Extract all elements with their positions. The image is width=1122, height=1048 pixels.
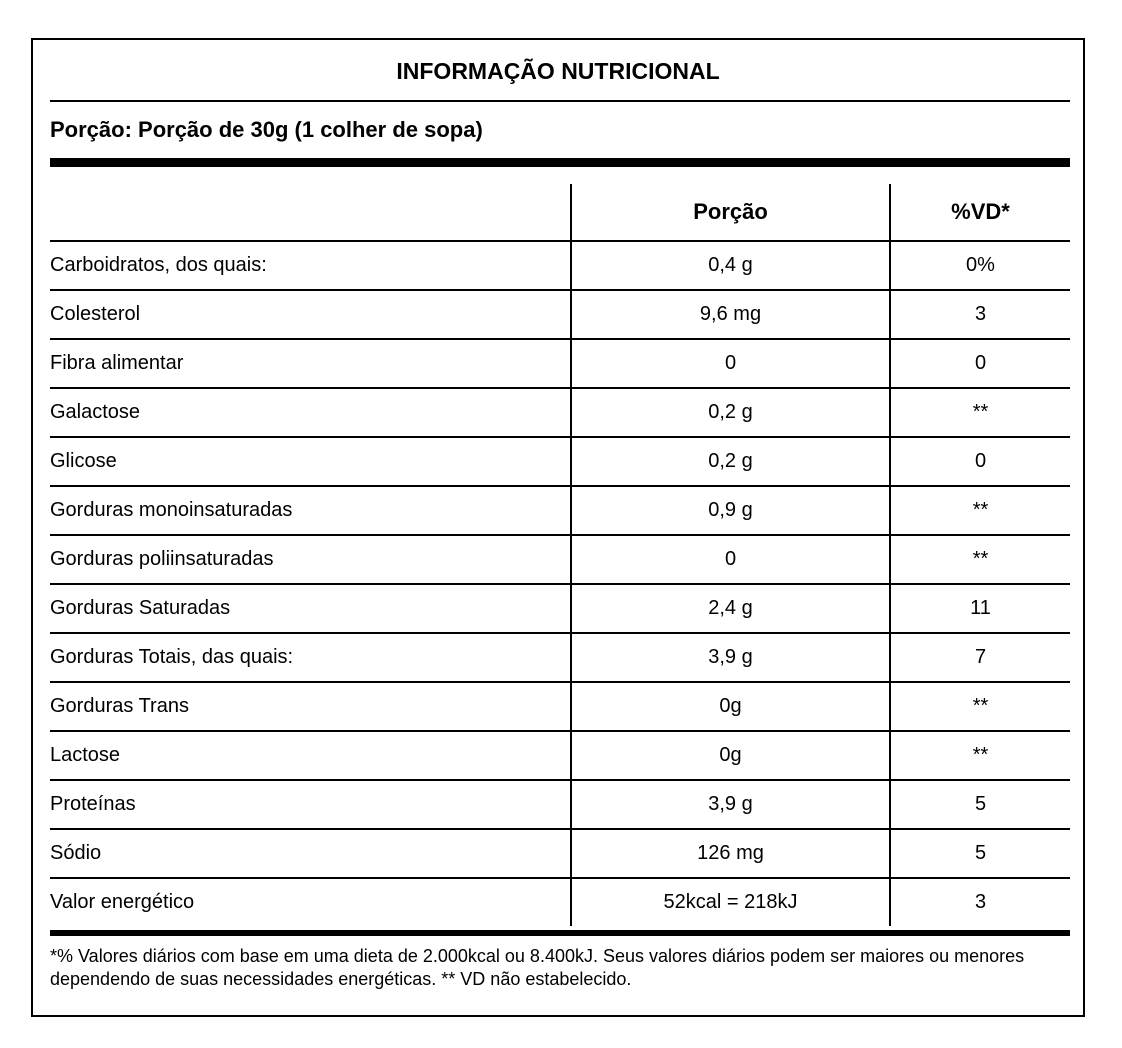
nutrient-name: Lactose	[50, 731, 571, 780]
nutrient-portion: 52kcal = 218kJ	[571, 878, 890, 926]
nutrient-dv: 5	[890, 829, 1070, 878]
nutrition-table	[50, 184, 1070, 926]
nutrient-portion: 0,2 g	[571, 437, 890, 486]
footnote: *% Valores diários com base em uma dieta de 2.000kcal ou 8.400kJ. Seus valores diários podem ser maiores ou menores dependendo de suas necessidades energéticas. ** VD não estabelecido.	[50, 946, 1025, 989]
nutrient-name: Gorduras Trans	[50, 682, 571, 731]
table-row	[50, 290, 1070, 339]
header-portion: Porção	[571, 184, 890, 241]
nutrient-name: Gorduras Totais, das quais:	[50, 633, 571, 682]
table-bottom-divider	[50, 930, 1070, 936]
nutrient-portion: 0g	[571, 731, 890, 780]
title-divider	[50, 100, 1070, 102]
nutrient-dv: 7	[890, 633, 1070, 682]
nutrient-name: Proteínas	[50, 780, 571, 829]
nutrient-portion: 0	[571, 535, 890, 584]
nutrient-dv: 11	[890, 584, 1070, 633]
nutrient-portion: 3,9 g	[571, 780, 890, 829]
nutrient-portion: 126 mg	[571, 829, 890, 878]
nutrient-name: Carboidratos, dos quais:	[50, 241, 571, 290]
nutrient-dv: 3	[890, 290, 1070, 339]
table-row	[50, 633, 1070, 682]
nutrient-name: Fibra alimentar	[50, 339, 571, 388]
nutrient-portion: 3,9 g	[571, 633, 890, 682]
nutrient-portion: 0	[571, 339, 890, 388]
nutrient-dv: 0	[890, 437, 1070, 486]
nutrient-name: Sódio	[50, 829, 571, 878]
nutrient-dv: **	[890, 486, 1070, 535]
serving-size: Porção: Porção de 30g (1 colher de sopa)	[50, 117, 483, 142]
nutrient-portion: 0,9 g	[571, 486, 890, 535]
nutrient-dv: 5	[890, 780, 1070, 829]
nutrient-name: Gorduras Saturadas	[50, 584, 571, 633]
nutrient-dv: 0	[890, 339, 1070, 388]
nutrient-portion: 2,4 g	[571, 584, 890, 633]
table-row	[50, 486, 1070, 535]
header-nutrient	[50, 184, 571, 241]
header-dv: %VD*	[890, 184, 1070, 241]
nutrient-dv: **	[890, 731, 1070, 780]
table-row	[50, 878, 1070, 926]
table-row	[50, 339, 1070, 388]
nutrient-portion: 0,4 g	[571, 241, 890, 290]
serving-divider	[50, 158, 1070, 167]
table-row	[50, 437, 1070, 486]
nutrient-dv: 0%	[890, 241, 1070, 290]
table-row	[50, 584, 1070, 633]
table-header-row	[50, 184, 1070, 241]
nutrient-name: Valor energético	[50, 891, 195, 913]
nutrient-name: Colesterol	[50, 290, 571, 339]
table-row	[50, 241, 1070, 290]
nutrient-name: Gorduras monoinsaturadas	[50, 486, 571, 535]
table-row	[50, 535, 1070, 584]
nutrient-name: Glicose	[50, 437, 571, 486]
nutrient-portion: 0g	[571, 682, 890, 731]
nutrient-dv: **	[890, 682, 1070, 731]
table-row	[50, 682, 1070, 731]
table-row	[50, 731, 1070, 780]
panel-title: INFORMAÇÃO NUTRICIONAL	[396, 58, 720, 84]
nutrient-dv: **	[890, 535, 1070, 584]
nutrient-dv: 3	[890, 878, 1070, 926]
table-row	[50, 829, 1070, 878]
nutrient-name: Galactose	[50, 388, 571, 437]
nutrition-facts-panel	[31, 38, 1085, 1017]
nutrient-portion: 9,6 mg	[571, 290, 890, 339]
nutrient-portion: 0,2 g	[571, 388, 890, 437]
nutrient-dv: **	[890, 388, 1070, 437]
table-row	[50, 388, 1070, 437]
table-row	[50, 780, 1070, 829]
nutrient-name: Gorduras poliinsaturadas	[50, 535, 571, 584]
